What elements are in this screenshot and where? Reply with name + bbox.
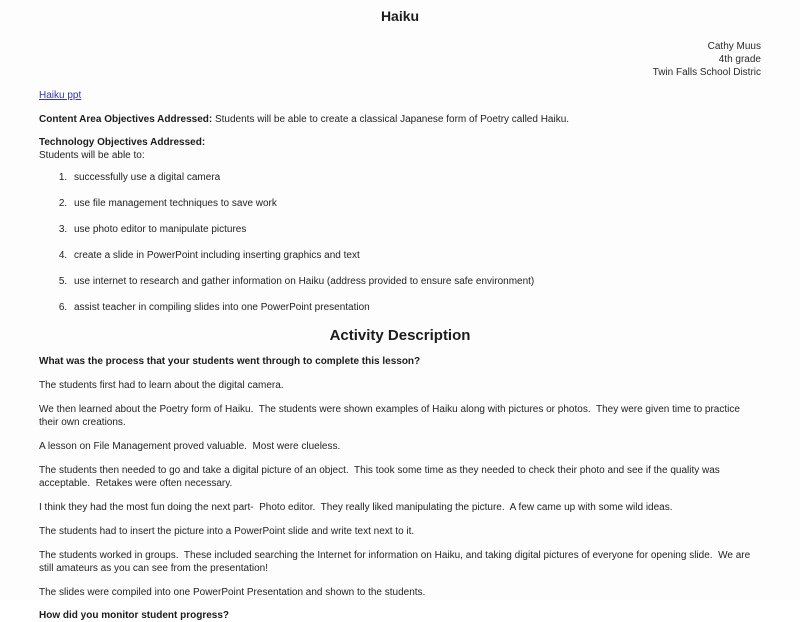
page-title: Haiku [380,8,420,24]
author-district: Twin Falls School Distric [652,67,761,78]
objective-item: 1. successfully use a digital camera [70,171,761,184]
technology-objectives-section [39,136,761,314]
author-block [39,41,761,79]
activity-paragraph: A lesson on File Management proved valuable. Most were clueless. [39,441,341,452]
content-objectives-text: Students will be able to create a classical Japanese form of Poetry called Haiku. [212,114,570,125]
technology-objectives-intro: Students will be able to: [39,150,145,161]
author-name: Cathy Muus [707,41,761,52]
author-grade: 4th grade [718,54,761,65]
activity-paragraph: The students first had to learn about the digital camera. [39,380,284,391]
technology-objectives-label: Technology Objectives Addressed: [39,137,206,148]
activity-paragraph: The students then needed to go and take a digital picture of an object. This took some time as they needed to check their photo and see if the quality was acceptable. Retakes were often necessary. [39,465,723,489]
activity-paragraph: The students worked in groups. These included searching the Internet for information on Haiku, and taking digital pictures of everyone for opening slide. We are still amateurs as you can see from the presentation! [39,550,753,574]
objective-item: 4. create a slide in PowerPoint including inserting graphics and text [70,249,761,262]
activity-paragraph: The students had to insert the picture into a PowerPoint slide and write text next to it. [39,526,415,537]
activity-paragraph: We then learned about the Poetry form of Haiku. The students were shown examples of Haiku along with pictures or photos. They were given time to practice their own creations. [39,404,743,428]
objective-item: 2. use file management techniques to save work [70,197,761,210]
activity-paragraph: I think they had the most fun doing the next part- Photo editor. They really liked manipulating the picture. A few came up with some wild ideas. [39,502,673,513]
process-question: What was the process that your students went through to complete this lesson? [39,356,421,367]
activity-description-heading: Activity Description [329,327,471,344]
content-objectives-paragraph [39,113,761,126]
content-objectives-label: Content Area Objectives Addressed: [39,114,213,125]
objective-item: 5. use internet to research and gather information on Haiku (address provided to ensure safe environment) [70,275,761,288]
activity-paragraphs [39,379,761,599]
haiku-ppt-link[interactable]: Haiku ppt [39,90,82,101]
activity-paragraph: The slides were compiled into one PowerPoint Presentation and shown to the students. [39,587,426,598]
monitor-progress-question: How did you monitor student progress? [39,610,229,621]
objective-item: 3. use photo editor to manipulate pictures [70,223,761,236]
objective-item: 6. assist teacher in compiling slides into one PowerPoint presentation [70,301,761,314]
technology-objectives-list [39,171,761,314]
